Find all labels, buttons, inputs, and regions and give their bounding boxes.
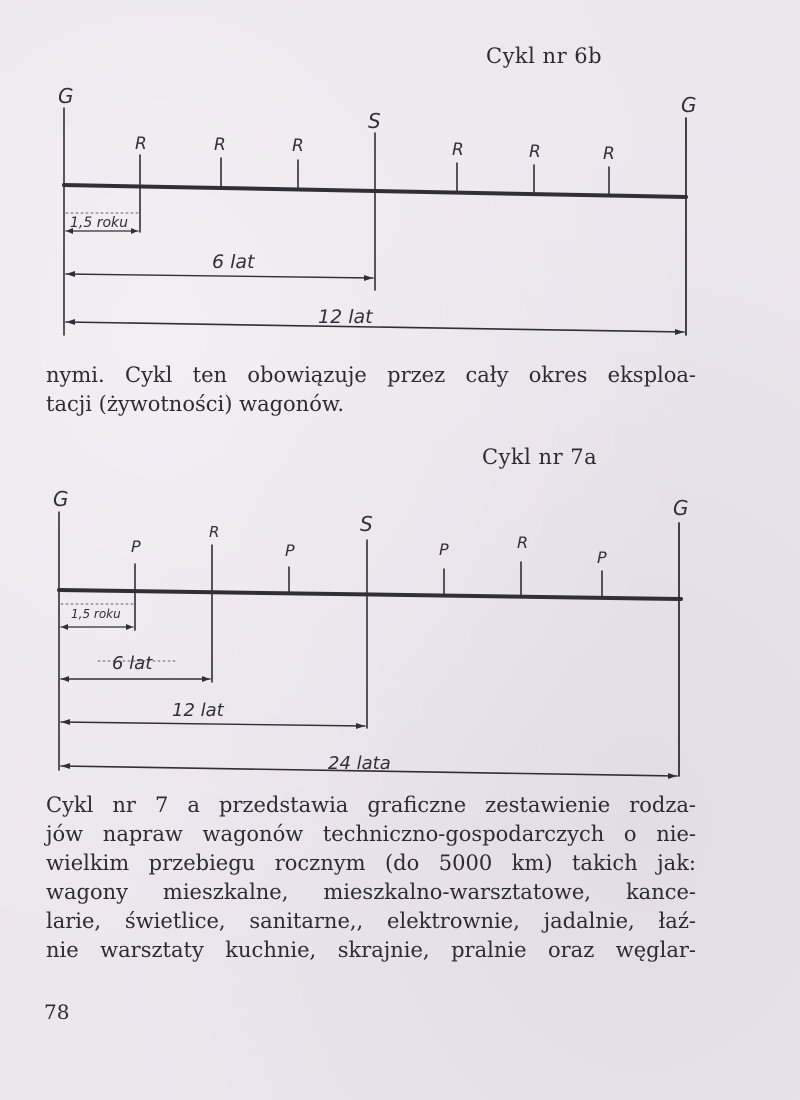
- cycle-6b-title: Cykl nr 6b: [486, 44, 603, 68]
- label-g-right: G: [681, 93, 697, 117]
- timeline-bar: [59, 590, 681, 599]
- label-r: R: [603, 144, 615, 164]
- paragraph-2-line: wielkim przebiegu rocznym (do 5000 km) takich jak:: [46, 851, 696, 875]
- label-g-left: G: [53, 487, 69, 511]
- span-1-5-roku-label: 1,5 roku: [70, 215, 129, 231]
- label-p: P: [597, 548, 607, 567]
- label-g-right: G: [673, 496, 689, 520]
- span-6-lat-label: 6 lat: [112, 653, 153, 674]
- span-12-lat-label: 12 lat: [172, 700, 224, 721]
- paragraph-2-line: jów napraw wagonów techniczno-gospodarczych o nie-: [46, 822, 696, 846]
- paragraph-2-line: wagony mieszkalne, mieszkalno-warsztatowe, kance-: [46, 880, 696, 904]
- label-r: R: [529, 142, 541, 162]
- label-p: P: [439, 540, 449, 559]
- label-p: P: [131, 537, 141, 556]
- page-number: 78: [44, 1000, 70, 1024]
- span-6-lat-label: 6 lat: [212, 251, 255, 273]
- label-s: S: [368, 109, 381, 133]
- cycle-7a-title: Cykl nr 7a: [482, 445, 598, 469]
- label-g-left: G: [58, 84, 74, 108]
- span-24-lata-label: 24 lata: [328, 753, 391, 774]
- paragraph-2-line: Cykl nr 7 a przedstawia graficzne zestawienie rodza-: [46, 793, 696, 817]
- span-12-lat-line: [61, 722, 365, 726]
- label-r: R: [452, 140, 464, 160]
- span-1-5-roku-label: 1,5 roku: [71, 607, 121, 621]
- label-p: P: [285, 541, 295, 560]
- label-r: R: [214, 135, 226, 155]
- label-r: R: [517, 533, 529, 552]
- label-r: R: [292, 136, 304, 156]
- paragraph-2-line: larie, świetlice, sanitarne,, elektrownie, jadalnie, łaź-: [46, 909, 696, 933]
- paragraph-2-line: nie warsztaty kuchnie, skrajnie, pralnie oraz węglar-: [46, 938, 696, 962]
- paragraph-1-line: tacji (żywotności) wagonów.: [46, 392, 344, 416]
- label-r: R: [135, 134, 147, 154]
- label-s: S: [360, 512, 373, 536]
- label-r: R: [209, 523, 220, 541]
- span-12-lat-label: 12 lat: [318, 306, 373, 328]
- paragraph-1-line: nymi. Cykl ten obowiązuje przez cały okres eksploa-: [46, 363, 696, 387]
- paragraph-2: [46, 791, 696, 965]
